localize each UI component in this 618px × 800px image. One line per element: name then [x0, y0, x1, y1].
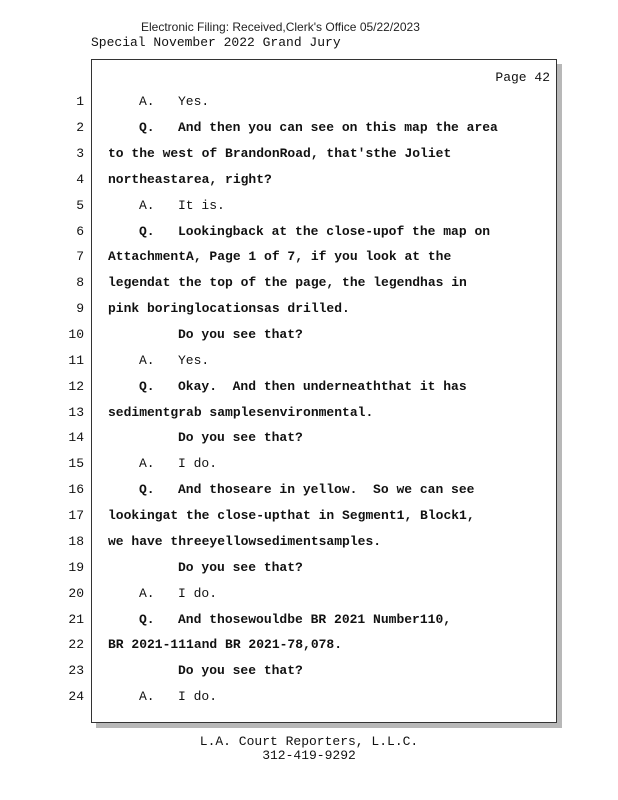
page-number: Page 42	[495, 70, 550, 85]
line-number: 1	[76, 94, 84, 109]
line-number: 24	[68, 689, 84, 704]
line-number: 14	[68, 430, 84, 445]
line-number: 5	[76, 198, 84, 213]
line-number: 21	[68, 612, 84, 627]
transcript-line: Q. Okay. And then underneaththat it has	[139, 379, 467, 394]
transcript-line: A. Yes.	[139, 353, 210, 368]
transcript-line: A. I do.	[139, 689, 218, 704]
line-number: 13	[68, 405, 84, 420]
transcript-line: A. I do.	[139, 586, 218, 601]
transcript-line: to the west of BrandonRoad, that'sthe Joliet	[108, 146, 452, 161]
transcript-line: legendat the top of the page, the legendhas in	[108, 275, 467, 290]
transcript-line: Q. And thoseare in yellow. So we can see	[139, 482, 475, 497]
line-number: 4	[76, 172, 84, 187]
transcript-line: Q. Lookingback at the close-upof the map on	[139, 224, 491, 239]
transcript-line: Q. And then you can see on this map the area	[139, 120, 498, 135]
line-number: 19	[68, 560, 84, 575]
line-number: 10	[68, 327, 84, 342]
transcript-line: BR 2021-111and BR 2021-78,078.	[108, 637, 343, 652]
footer-phone: 312-419-9292	[262, 748, 356, 763]
line-number: 6	[76, 224, 84, 239]
line-number: 22	[68, 637, 84, 652]
line-number: 17	[68, 508, 84, 523]
line-number: 8	[76, 275, 84, 290]
transcript-line: AttachmentA, Page 1 of 7, if you look at the	[108, 249, 452, 264]
line-number: 2	[76, 120, 84, 135]
transcript-line: northeastarea, right?	[108, 172, 272, 187]
transcript-line: pink boringlocationsas drilled.	[108, 301, 350, 316]
footer-company: L.A. Court Reporters, L.L.C.	[199, 734, 419, 749]
line-number: 23	[68, 663, 84, 678]
line-number: 9	[76, 301, 84, 316]
filing-stamp: Electronic Filing: Received,Clerk's Office 05/22/2023	[141, 20, 420, 34]
jury-title: Special November 2022 Grand Jury	[91, 35, 341, 50]
line-number: 12	[68, 379, 84, 394]
transcript-line: Q. And thosewouldbe BR 2021 Number110,	[139, 612, 452, 627]
line-number: 3	[76, 146, 84, 161]
transcript-line: A. It is.	[139, 198, 225, 213]
transcript-line: we have threeyellowsedimentsamples.	[108, 534, 382, 549]
transcript-line: Do you see that?	[178, 430, 303, 445]
line-number: 16	[68, 482, 84, 497]
line-number: 20	[68, 586, 84, 601]
transcript-line: sedimentgrab samplesenvironmental.	[108, 405, 374, 420]
transcript-line: A. I do.	[139, 456, 218, 471]
transcript-line: Do you see that?	[178, 327, 303, 342]
transcript-line: Do you see that?	[178, 560, 303, 575]
line-number: 18	[68, 534, 84, 549]
transcript-line: lookingat the close-upthat in Segment1, Block1,	[108, 508, 475, 523]
transcript-line: Do you see that?	[178, 663, 303, 678]
transcript-line: A. Yes.	[139, 94, 210, 109]
line-number: 11	[68, 353, 84, 368]
line-number: 15	[68, 456, 84, 471]
line-number: 7	[76, 249, 84, 264]
